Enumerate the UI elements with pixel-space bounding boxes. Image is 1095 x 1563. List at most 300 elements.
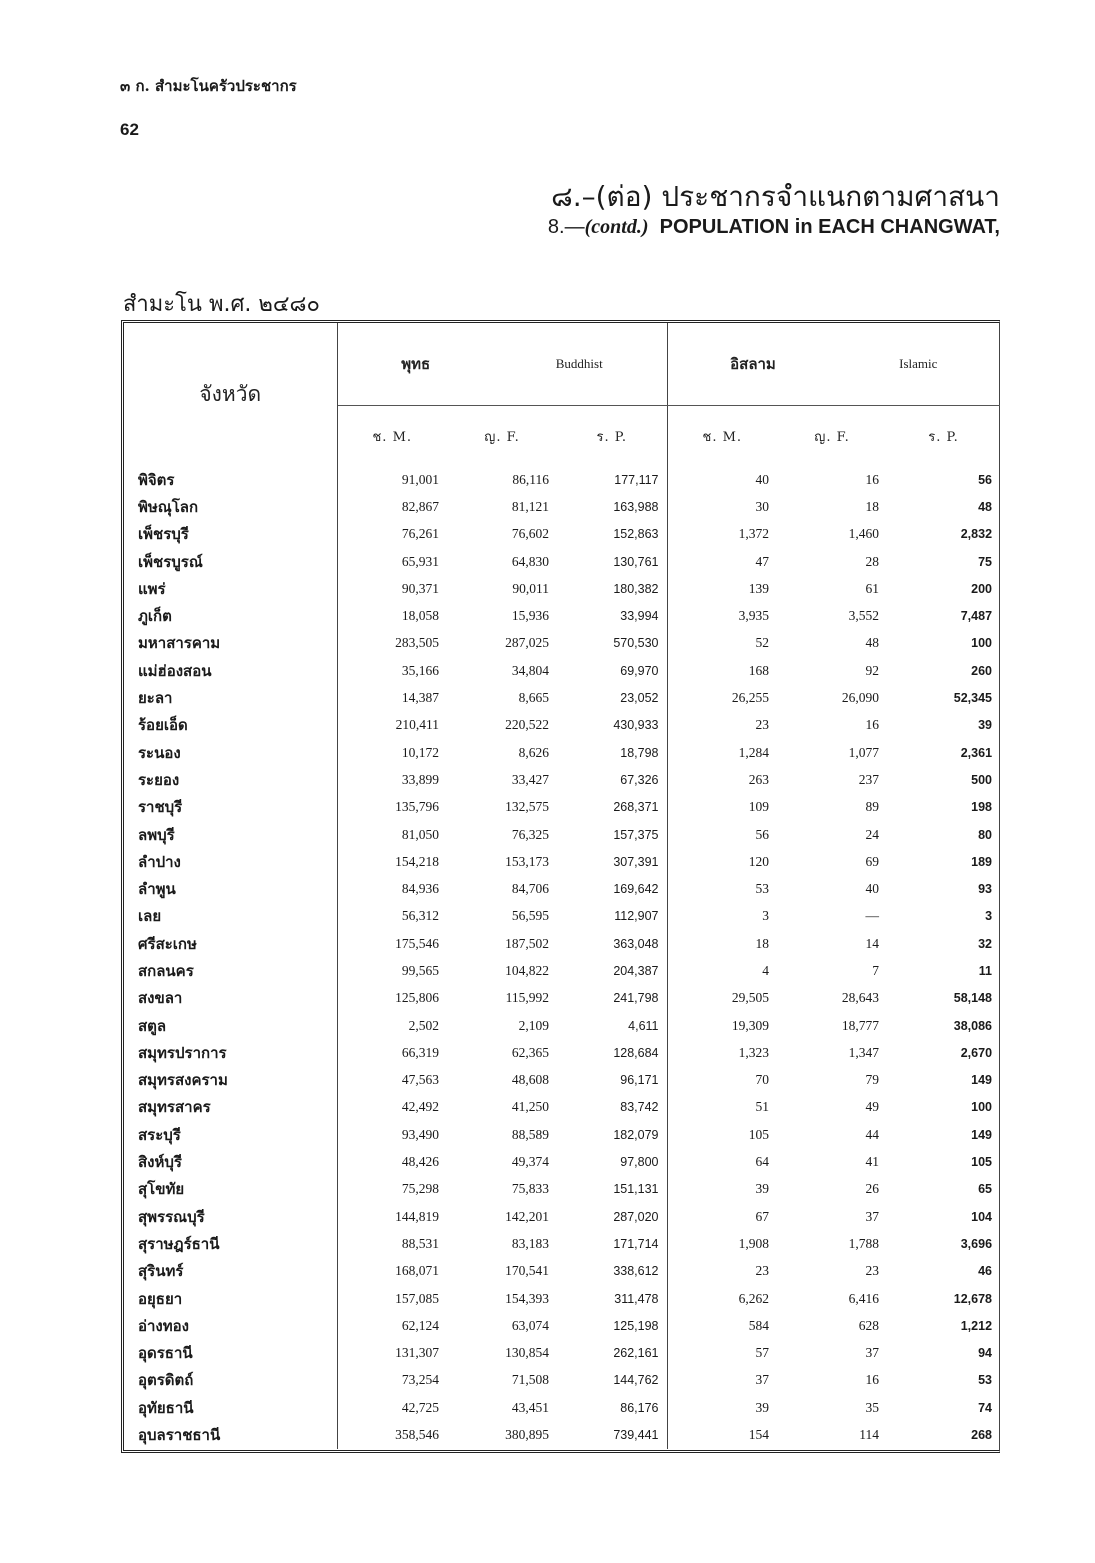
cell-bm: 84,936	[401, 881, 439, 897]
cell-ip: 1,212	[960, 1318, 993, 1333]
changwat-name: สมุทรสงคราม	[124, 1067, 337, 1094]
cell-im: 47	[755, 553, 770, 569]
cell-ip: 105	[971, 1155, 993, 1170]
changwat-name: มหาสารคาม	[124, 630, 337, 657]
cell-bm: 62,124	[401, 1317, 439, 1333]
cell-im: 1,908	[738, 1235, 770, 1251]
cell-if: 1,788	[848, 1235, 880, 1251]
cell-if: 1,347	[848, 1044, 880, 1060]
subheader-buddhist-male: ช. M.	[372, 429, 413, 445]
cell-bf: 8,626	[518, 744, 549, 760]
cell-bm: 168,071	[395, 1263, 439, 1279]
changwat-name: เพ็ชรบูรณ์	[124, 548, 337, 575]
cell-if: 92	[865, 662, 880, 678]
cell-bm: 144,819	[395, 1208, 439, 1224]
table-row	[124, 466, 1000, 493]
cell-if: 18	[865, 498, 880, 514]
cell-if: 44	[865, 1126, 880, 1142]
cell-im: 52	[755, 635, 770, 651]
cell-ip: 75	[978, 554, 993, 569]
cell-ip: 58,148	[953, 991, 993, 1006]
cell-im: 1,323	[738, 1044, 770, 1060]
cell-bp: 739,441	[557, 1421, 667, 1448]
changwat-name: เพ็ชรบุรี	[124, 521, 337, 548]
cell-bm: 90,371	[401, 580, 439, 596]
cell-ip: 198	[971, 800, 993, 815]
table-row	[124, 712, 1000, 739]
cell-bf: 34,804	[511, 662, 549, 678]
changwat-name: อุบลราชธานี	[124, 1421, 337, 1448]
changwat-name: สระบุรี	[124, 1121, 337, 1148]
cell-bf: 220,522	[505, 717, 549, 733]
census-year-label: สำมะโน พ.ศ. ๒๔๘๐	[123, 292, 320, 317]
cell-if: 14	[865, 935, 880, 951]
table-row	[124, 794, 1000, 821]
cell-ip: 260	[971, 663, 993, 678]
cell-bp: 570,530	[557, 630, 667, 657]
cell-if: 6,416	[848, 1290, 880, 1306]
table-row	[124, 521, 1000, 548]
cell-im: 109	[748, 799, 770, 815]
cell-bm: 18,058	[401, 608, 439, 624]
cell-ip: 53	[978, 1373, 993, 1388]
cell-bp: 151,131	[557, 1176, 667, 1203]
table-row	[124, 1121, 1000, 1148]
table-row	[124, 602, 1000, 629]
changwat-name: สุพรรณบุรี	[124, 1203, 337, 1230]
cell-ip: 7,487	[960, 609, 993, 624]
cell-bm: 93,490	[401, 1126, 439, 1142]
changwat-name: เลย	[124, 903, 337, 930]
cell-im: 39	[755, 1181, 770, 1197]
cell-bm: 82,867	[401, 498, 439, 514]
changwat-name: อุทัยธานี	[124, 1394, 337, 1421]
changwat-name: สมุทรปราการ	[124, 1039, 337, 1066]
running-head: ๓ ก. สำมะโนครัวประชากร	[120, 77, 297, 95]
cell-bf: 81,121	[511, 498, 549, 514]
table-row	[124, 575, 1000, 602]
cell-im: 23	[755, 717, 770, 733]
cell-if: 69	[865, 853, 880, 869]
cell-im: 29,505	[731, 990, 770, 1006]
cell-bf: 43,451	[511, 1399, 549, 1415]
cell-bf: 63,074	[511, 1317, 549, 1333]
cell-ip: 74	[978, 1400, 993, 1415]
table-row	[124, 1012, 1000, 1039]
cell-bp: 177,117	[557, 466, 667, 493]
cell-bf: 8,665	[518, 690, 549, 706]
changwat-name: ลำปาง	[124, 848, 337, 875]
cell-im: 4	[762, 962, 770, 978]
cell-bm: 131,307	[395, 1345, 439, 1361]
cell-bf: 48,608	[511, 1072, 549, 1088]
changwat-column-header: จังหวัด	[124, 323, 337, 466]
subheader-buddhist-persons: ร. P.	[557, 406, 667, 467]
cell-ip: 149	[971, 1127, 993, 1142]
changwat-name: ลพบุรี	[124, 821, 337, 848]
cell-ip: 149	[971, 1073, 993, 1088]
subheader-islamic-persons: ร. P.	[928, 429, 959, 445]
cell-bp: 69,970	[557, 657, 667, 684]
cell-im: 3,935	[738, 608, 770, 624]
changwat-name: อ่างทอง	[124, 1312, 337, 1339]
changwat-name: สุโขทัย	[124, 1176, 337, 1203]
cell-if: 26	[865, 1181, 880, 1197]
cell-ip: 12,678	[953, 1291, 993, 1306]
changwat-name: อุดรธานี	[124, 1340, 337, 1367]
cell-if: 28	[865, 553, 880, 569]
cell-bp: 311,478	[557, 1285, 667, 1312]
buddhist-thai-label: พุทธ	[401, 355, 431, 373]
cell-bp: 169,642	[557, 875, 667, 902]
cell-im: 67	[755, 1208, 770, 1224]
cell-bm: 56,312	[401, 908, 439, 924]
cell-im: 19,309	[731, 1017, 770, 1033]
subheader-islamic-female: ญ. F.	[814, 429, 850, 445]
table-row	[124, 739, 1000, 766]
cell-bp: 4,611	[557, 1012, 667, 1039]
cell-bp: 128,684	[557, 1039, 667, 1066]
cell-bp: 97,800	[557, 1148, 667, 1175]
cell-im: 51	[755, 1099, 770, 1115]
cell-bp: 96,171	[557, 1067, 667, 1094]
buddhist-group-header	[337, 323, 667, 406]
cell-im: 39	[755, 1399, 770, 1415]
cell-ip: 3,696	[960, 1236, 993, 1251]
cell-if: 16	[865, 471, 880, 487]
changwat-name: ระยอง	[124, 766, 337, 793]
cell-if: 26,090	[841, 690, 880, 706]
table-row	[124, 630, 1000, 657]
cell-if: 89	[865, 799, 880, 815]
cell-bf: 62,365	[511, 1044, 549, 1060]
cell-ip: 46	[978, 1264, 993, 1279]
cell-bf: 41,250	[511, 1099, 549, 1115]
cell-bp: 204,387	[557, 957, 667, 984]
subheader-islamic-male: ช. M.	[702, 429, 743, 445]
cell-bf: 90,011	[512, 580, 549, 596]
cell-bp: 171,714	[557, 1230, 667, 1257]
cell-bf: 64,830	[511, 553, 549, 569]
cell-bp: 130,761	[557, 548, 667, 575]
cell-ip: 48	[978, 499, 993, 514]
cell-bp: 157,375	[557, 821, 667, 848]
cell-bp: 33,994	[557, 602, 667, 629]
cell-ip: 2,670	[960, 1045, 993, 1060]
table-row	[124, 1258, 1000, 1285]
cell-if: 16	[865, 717, 880, 733]
cell-bp: 241,798	[557, 985, 667, 1012]
table-row	[124, 684, 1000, 711]
cell-bf: 132,575	[505, 799, 549, 815]
table-row	[124, 657, 1000, 684]
changwat-name: ราชบุรี	[124, 794, 337, 821]
cell-im: 263	[748, 771, 770, 787]
cell-if: 61	[865, 580, 880, 596]
changwat-name: ภูเก็ต	[124, 602, 337, 629]
table-row	[124, 1421, 1000, 1448]
cell-bm: 73,254	[401, 1372, 439, 1388]
population-table-frame	[121, 320, 1000, 1453]
cell-bp: 112,907	[557, 903, 667, 930]
changwat-name: ระนอง	[124, 739, 337, 766]
cell-if: 1,077	[848, 744, 880, 760]
cell-bf: 15,936	[511, 608, 549, 624]
table-row	[124, 985, 1000, 1012]
cell-bf: 49,374	[511, 1154, 549, 1170]
cell-bm: 66,319	[401, 1044, 439, 1060]
cell-bm: 42,492	[401, 1099, 439, 1115]
cell-bp: 268,371	[557, 794, 667, 821]
cell-bp: 144,762	[557, 1367, 667, 1394]
table-row	[124, 1148, 1000, 1175]
table-title-thai: ๘.–(ต่อ) ประชากรจำแนกตามศาสนา	[551, 180, 1000, 213]
cell-im: 37	[755, 1372, 770, 1388]
population-table	[124, 323, 1000, 1449]
cell-bf: 380,895	[505, 1427, 549, 1443]
cell-ip: 38,086	[953, 1018, 993, 1033]
cell-bp: 18,798	[557, 739, 667, 766]
cell-bm: 33,899	[401, 771, 439, 787]
changwat-name: อุตรดิตถ์	[124, 1367, 337, 1394]
changwat-name: แม่ฮ่องสอน	[124, 657, 337, 684]
cell-ip: 268	[971, 1428, 993, 1443]
table-row	[124, 493, 1000, 520]
cell-bp: 182,079	[557, 1121, 667, 1148]
cell-im: 23	[755, 1263, 770, 1279]
changwat-name: สกลนคร	[124, 957, 337, 984]
cell-bp: 262,161	[557, 1340, 667, 1367]
cell-if: 237	[858, 771, 880, 787]
cell-im: 53	[755, 881, 770, 897]
table-row	[124, 930, 1000, 957]
islamic-group-header	[667, 323, 1000, 406]
cell-bm: 154,218	[395, 853, 439, 869]
cell-bp: 287,020	[557, 1203, 667, 1230]
cell-bp: 125,198	[557, 1312, 667, 1339]
table-row	[124, 1230, 1000, 1257]
cell-im: 154	[748, 1427, 770, 1443]
cell-im: 105	[748, 1126, 770, 1142]
cell-if: 49	[865, 1099, 880, 1115]
changwat-name: สุรินทร์	[124, 1258, 337, 1285]
cell-ip: 39	[978, 718, 993, 733]
changwat-name: พิจิตร	[124, 466, 337, 493]
cell-if: 28,643	[841, 990, 880, 1006]
cell-ip: 65	[978, 1182, 993, 1197]
cell-im: 56	[755, 826, 770, 842]
cell-ip: 104	[971, 1209, 993, 1224]
changwat-name: พิษณุโลก	[124, 493, 337, 520]
cell-im: 139	[748, 580, 770, 596]
cell-ip: 2,832	[960, 527, 993, 542]
changwat-name: อยุธยา	[124, 1285, 337, 1312]
cell-bp: 163,988	[557, 493, 667, 520]
cell-bm: 125,806	[395, 990, 439, 1006]
cell-im: 30	[755, 498, 770, 514]
changwat-name: สมุทรสาคร	[124, 1094, 337, 1121]
cell-ip: 189	[971, 854, 993, 869]
cell-if: 18,777	[841, 1017, 880, 1033]
table-row	[124, 766, 1000, 793]
cell-bf: 75,833	[511, 1181, 549, 1197]
cell-bm: 358,546	[395, 1427, 439, 1443]
table-row	[124, 1176, 1000, 1203]
cell-if: 37	[865, 1208, 880, 1224]
cell-if: —	[865, 908, 880, 924]
cell-ip: 93	[978, 882, 993, 897]
changwat-name: แพร่	[124, 575, 337, 602]
cell-bp: 430,933	[557, 712, 667, 739]
cell-im: 64	[755, 1154, 770, 1170]
cell-bf: 76,602	[511, 526, 549, 542]
table-row	[124, 957, 1000, 984]
table-row	[124, 1094, 1000, 1121]
page-number: 62	[120, 120, 139, 139]
cell-bp: 83,742	[557, 1094, 667, 1121]
cell-ip: 32	[978, 936, 993, 951]
cell-bp: 307,391	[557, 848, 667, 875]
cell-bm: 99,565	[401, 962, 439, 978]
table-row	[124, 1039, 1000, 1066]
cell-if: 3,552	[848, 608, 880, 624]
table-row	[124, 1203, 1000, 1230]
subheader-buddhist-female: ญ. F.	[484, 429, 520, 445]
table-title-english	[548, 216, 1000, 239]
cell-bf: 83,183	[511, 1235, 549, 1251]
cell-if: 23	[865, 1263, 880, 1279]
cell-bf: 170,541	[505, 1263, 549, 1279]
cell-bp: 67,326	[557, 766, 667, 793]
cell-im: 1,284	[738, 744, 770, 760]
cell-if: 1,460	[848, 526, 880, 542]
cell-im: 120	[748, 853, 770, 869]
cell-bm: 210,411	[395, 717, 439, 733]
cell-bm: 75,298	[401, 1181, 439, 1197]
cell-ip: 2,361	[960, 745, 993, 760]
changwat-name: สุราษฎร์ธานี	[124, 1230, 337, 1257]
changwat-name: สตูล	[124, 1012, 337, 1039]
table-number: 8.—	[547, 216, 585, 238]
cell-bp: 86,176	[557, 1394, 667, 1421]
cell-bp: 23,052	[557, 684, 667, 711]
islamic-thai-label: อิสลาม	[730, 355, 776, 373]
table-row	[124, 821, 1000, 848]
cell-bm: 42,725	[401, 1399, 439, 1415]
cell-ip: 11	[978, 963, 993, 978]
cell-bm: 2,502	[408, 1017, 439, 1033]
cell-bf: 86,116	[512, 471, 549, 487]
table-row	[124, 1312, 1000, 1339]
table-row	[124, 548, 1000, 575]
table-row	[124, 848, 1000, 875]
table-row	[124, 903, 1000, 930]
cell-bm: 88,531	[401, 1235, 439, 1251]
cell-if: 628	[858, 1317, 880, 1333]
cell-ip: 94	[978, 1346, 993, 1361]
cell-ip: 100	[971, 1100, 993, 1115]
cell-im: 57	[755, 1345, 770, 1361]
cell-bf: 2,109	[518, 1017, 549, 1033]
cell-if: 40	[865, 881, 880, 897]
table-body	[124, 466, 1000, 1449]
cell-if: 114	[859, 1427, 880, 1443]
cell-bf: 88,589	[511, 1126, 549, 1142]
cell-bm: 65,931	[401, 553, 439, 569]
cell-im: 168	[748, 662, 770, 678]
cell-bp: 152,863	[557, 521, 667, 548]
cell-bf: 84,706	[511, 881, 549, 897]
cell-if: 37	[865, 1345, 880, 1361]
table-row	[124, 1340, 1000, 1367]
cell-bm: 91,001	[401, 471, 439, 487]
cell-im: 1,372	[738, 526, 770, 542]
islamic-english-label: Islamic	[899, 356, 938, 371]
table-row	[124, 1367, 1000, 1394]
cell-bp: 180,382	[557, 575, 667, 602]
cell-im: 70	[755, 1072, 770, 1088]
cell-bf: 115,992	[505, 990, 549, 1006]
cell-bm: 135,796	[395, 799, 439, 815]
table-row	[124, 1394, 1000, 1421]
cell-bf: 71,508	[511, 1372, 549, 1388]
changwat-name: ยะลา	[124, 684, 337, 711]
cell-bf: 187,502	[505, 935, 549, 951]
cell-if: 24	[865, 826, 880, 842]
cell-bm: 81,050	[401, 826, 439, 842]
cell-ip: 3	[985, 909, 993, 924]
cell-bm: 47,563	[401, 1072, 439, 1088]
cell-if: 16	[865, 1372, 880, 1388]
cell-if: 7	[872, 962, 880, 978]
cell-bm: 48,426	[401, 1154, 439, 1170]
cell-bm: 157,085	[395, 1290, 439, 1306]
cell-if: 79	[865, 1072, 880, 1088]
buddhist-english-label: Buddhist	[555, 356, 603, 371]
cell-if: 41	[865, 1154, 880, 1170]
cell-ip: 100	[971, 636, 993, 651]
changwat-name: ร้อยเอ็ด	[124, 712, 337, 739]
cell-bf: 56,595	[511, 908, 549, 924]
cell-bm: 35,166	[401, 662, 439, 678]
cell-bp: 363,048	[557, 930, 667, 957]
cell-ip: 200	[971, 581, 993, 596]
changwat-name: สงขลา	[124, 985, 337, 1012]
cell-bf: 153,173	[505, 853, 549, 869]
cell-bf: 154,393	[505, 1290, 549, 1306]
cell-if: 35	[865, 1399, 880, 1415]
cell-im: 6,262	[738, 1290, 770, 1306]
changwat-name: สิงห์บุรี	[124, 1148, 337, 1175]
table-title-main: POPULATION in EACH CHANGWAT,	[659, 216, 1000, 238]
cell-im: 26,255	[731, 690, 770, 706]
cell-ip: 500	[971, 772, 993, 787]
table-row	[124, 1067, 1000, 1094]
cell-bm: 14,387	[401, 690, 439, 706]
cell-bm: 283,505	[395, 635, 439, 651]
cell-im: 3	[762, 908, 770, 924]
cell-bf: 76,325	[511, 826, 549, 842]
cell-bf: 130,854	[505, 1345, 549, 1361]
table-row	[124, 1285, 1000, 1312]
cell-bp: 338,612	[557, 1258, 667, 1285]
cell-ip: 56	[978, 472, 993, 487]
changwat-name: ศรีสะเกษ	[124, 930, 337, 957]
cell-ip: 80	[978, 827, 993, 842]
cell-bf: 104,822	[505, 962, 549, 978]
changwat-name: ลำพูน	[124, 875, 337, 902]
cell-bf: 33,427	[511, 771, 549, 787]
